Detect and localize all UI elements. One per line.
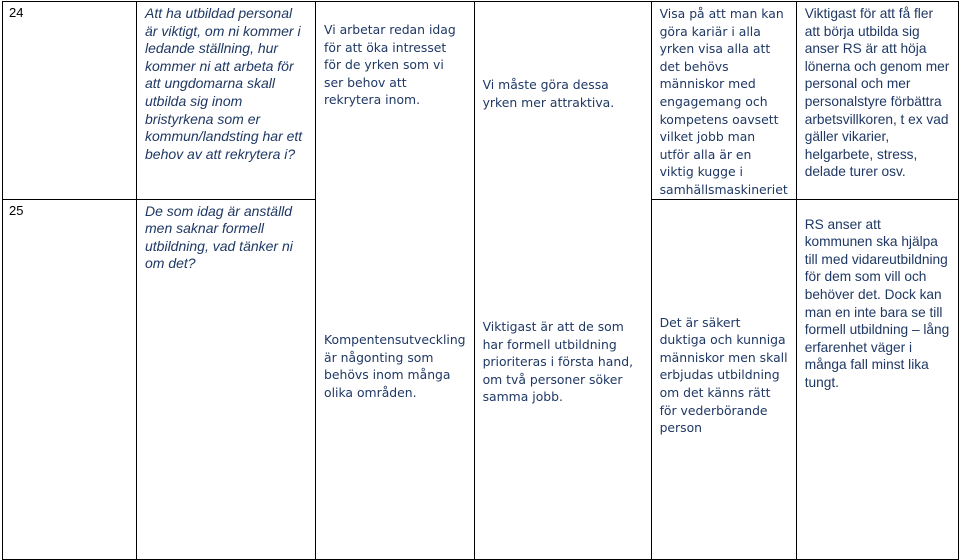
answer-text: Viktigast är att de som har formell utbildning prioriteras i första hand, om två personer söker samma jobb. — [482, 319, 634, 405]
answer-text: Vi måste göra dessa yrken mer attraktiva. — [482, 77, 615, 110]
question-number: 24 — [3, 2, 137, 200]
answer-cell — [474, 2, 651, 560]
answer-text: Kompentensutveckling är någonting som behövs inom många olika områden. — [324, 332, 466, 400]
table-row-24 — [3, 2, 959, 200]
answer-cell: RS anser att kommunen ska hjälpa till med vidareutbildning för dem som vill och behöver det. Dock kan man en inte bara se till formell utbildning – lång erfarenhet väger i många fall minst lika tungt. — [796, 199, 958, 559]
answer-cell — [316, 2, 475, 560]
question-text: Att ha utbildad personal är viktigt, om ni kommer i ledande ställning, hur kommer ni att arbeta för att ungdomarna skall utbilda sig inom bristyrkena som er kommun/landsting har ett behov av att rekrytera i? — [137, 2, 316, 200]
survey-answer-table — [2, 1, 959, 560]
answer-cell: Viktigast för att få fler att börja utbilda sig anser RS är att höja lönerna och genom mer personal och mer personalstyre förbättra arbetsvillkoren, t ex vad gäller vikarier, helgarbete, stress, delade turer osv. — [796, 2, 958, 200]
answer-cell: Visa på att man kan göra kariär i alla yrken visa alla att det behövs människor med engagemang och kompetens oavsett vilket jobb man utför alla är en viktig kugge i samhällsmaskineriet — [651, 2, 796, 200]
answer-text: Vi arbetar redan idag för att öka intresset för de yrken som vi ser behov att rekrytera inom. — [324, 22, 456, 108]
question-number: 25 — [3, 199, 137, 559]
question-text: De som idag är anställd men saknar formell utbildning, vad tänker ni om det? — [137, 199, 316, 559]
answer-cell: Det är säkert duktiga och kunniga människor men skall erbjudas utbildning om det känns rätt för vederbörande person — [651, 199, 796, 559]
